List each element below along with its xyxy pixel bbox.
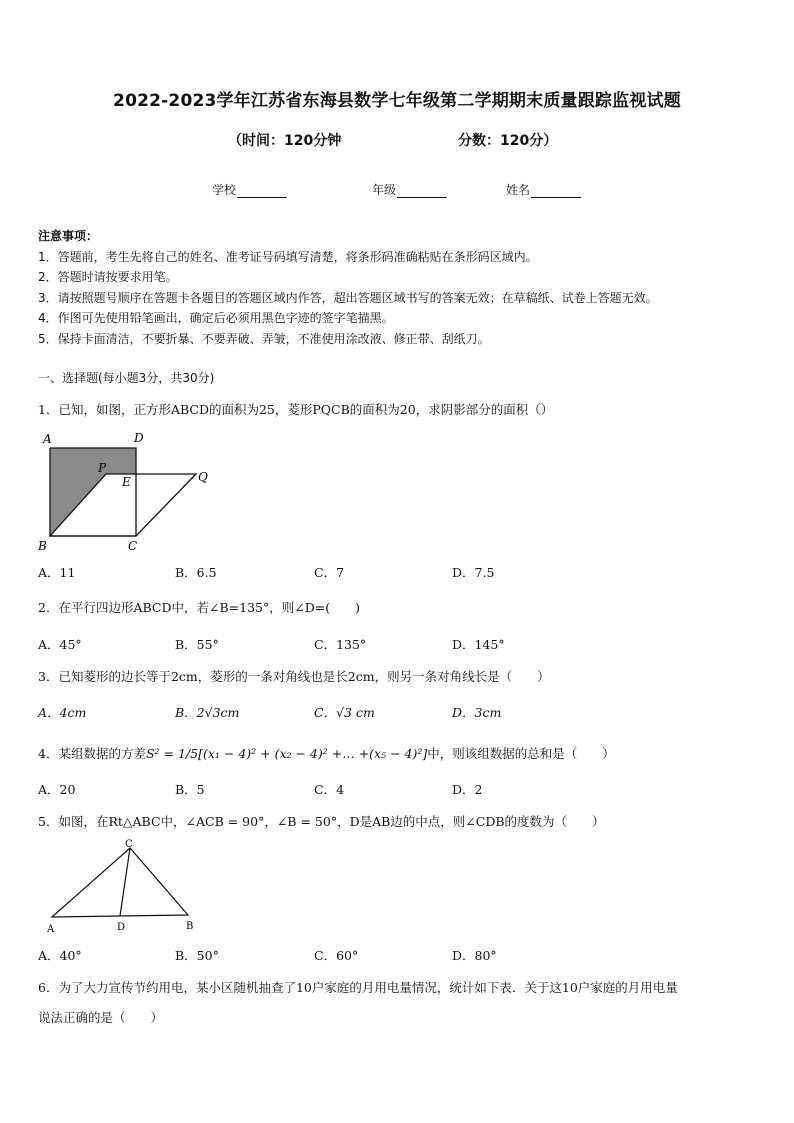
option-a[interactable]: A．40° bbox=[38, 948, 82, 963]
note-item: 3．请按照题号顺序在答题卡各题目的答题区域内作答，超出答题区域书写的答案无效；在草稿纸、试卷上答题无效。 bbox=[38, 290, 658, 305]
notes-heading: 注意事项： bbox=[38, 229, 99, 243]
option-b[interactable]: B．55° bbox=[175, 637, 219, 652]
option-d[interactable]: D．3cm bbox=[452, 705, 502, 720]
option-a[interactable]: A．20 bbox=[38, 782, 76, 797]
label-c: C bbox=[128, 539, 138, 553]
page-title: 2022-2023学年江苏省东海县数学七年级第二学期期末质量跟踪监视试题 bbox=[113, 91, 681, 111]
option-b[interactable]: B．2√3cm bbox=[175, 705, 240, 720]
name-label: 姓名 bbox=[506, 183, 531, 197]
note-item: 5．保持卡面清洁，不要折暴、不要弄破、弄皱，不准使用涂改液、修正带、刮纸刀。 bbox=[38, 331, 490, 346]
label-a: A bbox=[43, 432, 52, 446]
label-p: P bbox=[98, 461, 107, 475]
square-rhombus-figure bbox=[36, 428, 226, 556]
median-cd bbox=[120, 848, 130, 916]
option-b[interactable]: B．6.5 bbox=[175, 565, 217, 580]
question-4-suffix: 中，则该组数据的总和是（ ） bbox=[427, 746, 615, 761]
question-6: 6．为了大力宣传节约用电，某小区随机抽查了10户家庭的月用电量情况，统计如下表．关于这10户家庭的月用电量 bbox=[38, 980, 678, 995]
grade-field bbox=[372, 181, 447, 198]
note-item: 2．答题时请按要求用笔。 bbox=[38, 270, 178, 284]
name-blank[interactable] bbox=[531, 185, 581, 198]
notes-block bbox=[38, 226, 768, 349]
question-2: 2．在平行四边形ABCD中，若∠B=135°，则∠D=( ) bbox=[38, 600, 360, 615]
option-c[interactable]: C．7 bbox=[314, 565, 345, 580]
option-c[interactable]: C．135° bbox=[314, 637, 367, 652]
option-b[interactable]: B．50° bbox=[175, 948, 219, 963]
option-c[interactable]: C．4 bbox=[314, 782, 345, 797]
label-e: E bbox=[122, 475, 131, 489]
note-item: 1．答题前，考生先将自己的姓名、准考证号码填写清楚，将条形码准确粘贴在条形码区域内。 bbox=[38, 249, 538, 264]
section-heading: 一、选择题(每小题3分，共30分) bbox=[38, 371, 215, 385]
label-c: C bbox=[125, 839, 133, 850]
option-a[interactable]: A．4cm bbox=[38, 705, 87, 720]
label-q: Q bbox=[198, 470, 208, 484]
grade-label: 年级 bbox=[372, 183, 397, 197]
question-6-continued: 说法正确的是（ ） bbox=[38, 1010, 164, 1025]
score-label: 分数：120分） bbox=[458, 133, 558, 149]
option-d[interactable]: D．2 bbox=[452, 782, 483, 797]
label-b: B bbox=[186, 921, 194, 932]
school-field bbox=[212, 181, 287, 198]
label-d: D bbox=[117, 922, 126, 933]
option-d[interactable]: D．80° bbox=[452, 948, 497, 963]
right-triangle-figure bbox=[40, 838, 210, 936]
question-4-prefix: 4．某组数据的方差 bbox=[38, 746, 146, 761]
option-d[interactable]: D．145° bbox=[452, 637, 505, 652]
label-b: B bbox=[38, 539, 47, 553]
label-d: D bbox=[134, 431, 144, 445]
question-4 bbox=[38, 744, 615, 762]
option-b[interactable]: B．5 bbox=[175, 782, 205, 797]
option-a[interactable]: A．45° bbox=[38, 637, 82, 652]
note-item: 4．作图可先使用铅笔画出，确定后必须用黑色字迹的签字笔描黑。 bbox=[38, 311, 394, 325]
school-label: 学校 bbox=[212, 183, 237, 197]
option-a[interactable]: A．11 bbox=[38, 565, 76, 580]
triangle-abc bbox=[52, 848, 188, 917]
option-d[interactable]: D．7.5 bbox=[452, 565, 495, 580]
shaded-region bbox=[50, 448, 136, 536]
question-3: 3．已知菱形的边长等于2cm，菱形的一条对角线也是长2cm，则另一条对角线长是（ ） bbox=[38, 669, 550, 684]
variance-formula: S² = 1/5[(x₁ − 4)² + (x₂ − 4)² +… +(x₅ − 4)²] bbox=[145, 746, 428, 761]
grade-blank[interactable] bbox=[397, 185, 447, 198]
name-field bbox=[506, 181, 581, 198]
question-1: 1．已知，如图，正方形ABCD的面积为25，菱形PQCB的面积为20，求阴影部分的面积（） bbox=[38, 402, 554, 417]
school-blank[interactable] bbox=[237, 185, 287, 198]
option-c[interactable]: C．√3 cm bbox=[314, 705, 375, 720]
option-c[interactable]: C．60° bbox=[314, 948, 359, 963]
label-a: A bbox=[47, 924, 55, 935]
question-5: 5．如图，在Rt△ABC中，∠ACB = 90°，∠B = 50°，D是AB边的中点，则∠CDB的度数为（ ） bbox=[38, 814, 605, 829]
time-label: （时间：120分钟 bbox=[228, 133, 342, 149]
